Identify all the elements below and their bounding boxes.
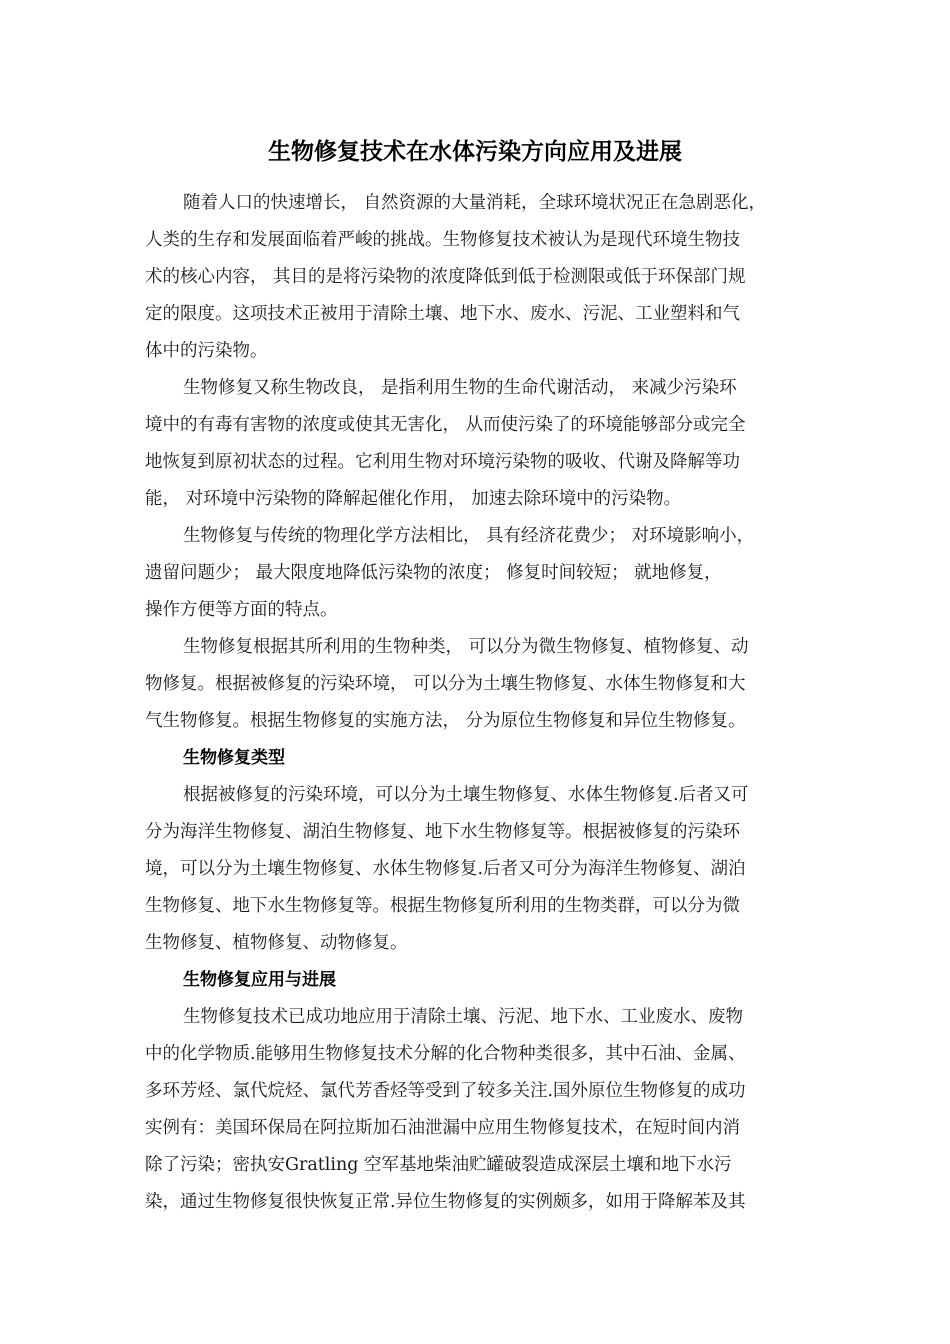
text-line: 随着人口的快速增长， 自然资源的大量消耗，全球环境状况正在急剧恶化，	[183, 193, 767, 213]
text-line: 术的核心内容， 其目的是将污染物的浓度降低到低于检测限或低于环保部门规	[145, 267, 746, 287]
text-line: 根据被修复的污染环境，可以分为土壤生物修复、水体生物修复.后者又可	[183, 785, 749, 805]
text-line: 定的限度。这项技术正被用于清除土壤、地下水、废水、污泥、工业塑料和气	[145, 304, 740, 324]
text-line: 物修复。根据被修复的污染环境， 可以分为土壤生物修复、水体生物修复和大	[145, 674, 746, 694]
text-line: 多环芳烃、氯代烷烃、氯代芳香烃等受到了较多关注.国外原位生物修复的成功	[145, 1081, 746, 1101]
text-line: 境，可以分为土壤生物修复、水体生物修复.后者又可分为海洋生物修复、湖泊	[145, 859, 746, 879]
text-line: 生物修复与传统的物理化学方法相比， 具有经济花费少； 对环境影响小，	[183, 526, 755, 546]
section-heading: 生物修复应用与进展	[183, 970, 336, 990]
text-line: 实例有：美国环保局在阿拉斯加石油泄漏中应用生物修复技术，在短时间内消	[145, 1118, 740, 1138]
section-heading: 生物修复类型	[183, 748, 285, 768]
text-line: 遗留问题少； 最大限度地降低污染物的浓度； 修复时间较短； 就地修复，	[145, 563, 722, 583]
text-line: 人类的生存和发展面临着严峻的挑战。生物修复技术被认为是现代环境生物技	[145, 230, 740, 250]
text-line: 分为海洋生物修复、湖泊生物修复、地下水生物修复等。根据被修复的污染环	[145, 822, 740, 842]
text-line: 中的化学物质.能够用生物修复技术分解的化合物种类很多，其中石油、金属、	[145, 1044, 746, 1064]
text-line: 操作方便等方面的特点。	[145, 600, 338, 620]
text-line: 生物修复根据其所利用的生物种类， 可以分为微生物修复、植物修复、动	[183, 637, 749, 657]
text-line: 地恢复到原初状态的过程。它利用生物对环境污染物的吸收、代谢及降解等功	[145, 452, 740, 472]
text-line: 生物修复技术已成功地应用于清除土壤、污泥、地下水、工业废水、废物	[183, 1007, 743, 1027]
text-line: 染，通过生物修复很快恢复正常.异位生物修复的实例颇多，如用于降解苯及其	[145, 1192, 746, 1212]
text-line: 生物修复又称生物改良， 是指利用生物的生命代谢活动， 来减少污染环	[183, 378, 737, 398]
text-line: 气生物修复。根据生物修复的实施方法， 分为原位生物修复和异位生物修复。	[145, 711, 746, 731]
text-line: 除了污染；密执安Gratling 空军基地柴油贮罐破裂造成深层土壤和地下水污	[145, 1155, 732, 1175]
text-line: 境中的有毒有害物的浓度或使其无害化， 从而使污染了的环境能够部分或完全	[145, 415, 746, 435]
text-line: 能， 对环境中污染物的降解起催化作用， 加速去除环境中的污染物。	[145, 489, 682, 509]
text-line: 生物修复、地下水生物修复等。根据生物修复所利用的生物类群，可以分为微	[145, 896, 740, 916]
document-title: 生物修复技术在水体污染方向应用及进展	[268, 139, 682, 165]
text-line: 体中的污染物。	[145, 341, 268, 361]
text-line: 生物修复、植物修复、动物修复。	[145, 933, 408, 953]
